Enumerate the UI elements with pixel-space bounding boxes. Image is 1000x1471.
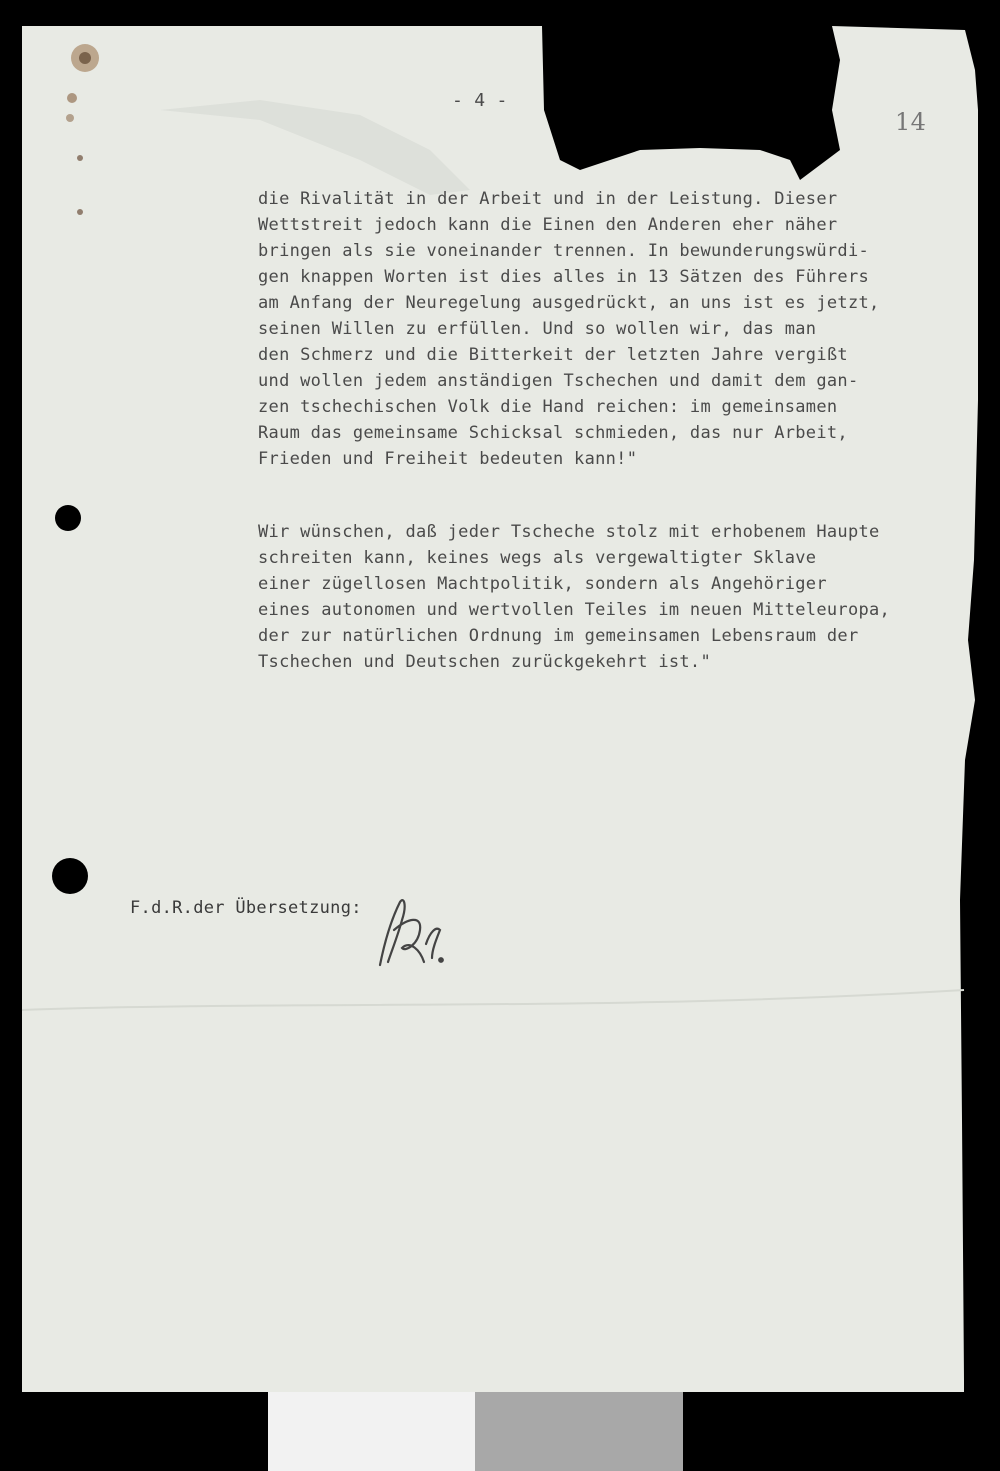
text-line: einer zügellosen Machtpolitik, sondern als Angehöriger	[258, 574, 827, 594]
attestation-label: F.d.R.der Übersetzung:	[130, 898, 362, 918]
text-line: seinen Willen zu erfüllen. Und so wollen wir, das man	[258, 319, 817, 339]
text-line: Raum das gemeinsame Schicksal schmieden, das nur Arbeit,	[258, 423, 848, 443]
text-line: gen knappen Worten ist dies alles in 13 Sätzen des Führers	[258, 267, 870, 287]
text-line: den Schmerz und die Bitterkeit der letzten Jahre vergißt	[258, 345, 848, 365]
scale-patch-gray	[475, 1392, 683, 1471]
text-line: und wollen jedem anständigen Tschechen und damit dem gan-	[258, 371, 859, 391]
page-number: - 4 -	[452, 90, 508, 111]
text-line: Tschechen und Deutschen zurückgekehrt ist."	[258, 652, 711, 672]
text-line: der zur natürlichen Ordnung im gemeinsamen Lebensraum der	[258, 626, 859, 646]
text-line: die Rivalität in der Arbeit und in der Leistung. Dieser	[258, 189, 838, 209]
paragraph-1	[258, 186, 880, 472]
text-line: Wir wünschen, daß jeder Tscheche stolz mit erhobenem Haupte	[258, 522, 880, 542]
text-line: Frieden und Freiheit bedeuten kann!"	[258, 449, 638, 469]
scale-patch-white	[268, 1392, 475, 1471]
text-line: Wettstreit jedoch kann die Einen den Anderen eher näher	[258, 215, 838, 235]
punch-hole-icon	[55, 505, 81, 531]
text-line: am Anfang der Neuregelung ausgedrückt, an uns ist es jetzt,	[258, 293, 880, 313]
paragraph-2	[258, 519, 890, 675]
text-line: zen tschechischen Volk die Hand reichen: im gemeinsamen	[258, 397, 838, 417]
text-line: bringen als sie voneinander trennen. In bewunderungswürdi-	[258, 241, 870, 261]
text-line: schreiten kann, keines wegs als vergewaltigter Sklave	[258, 548, 817, 568]
text-line: eines autonomen und wertvollen Teiles im neuen Mitteleuropa,	[258, 600, 891, 620]
punch-hole-icon	[52, 858, 88, 894]
corner-mark: 14	[895, 108, 927, 136]
